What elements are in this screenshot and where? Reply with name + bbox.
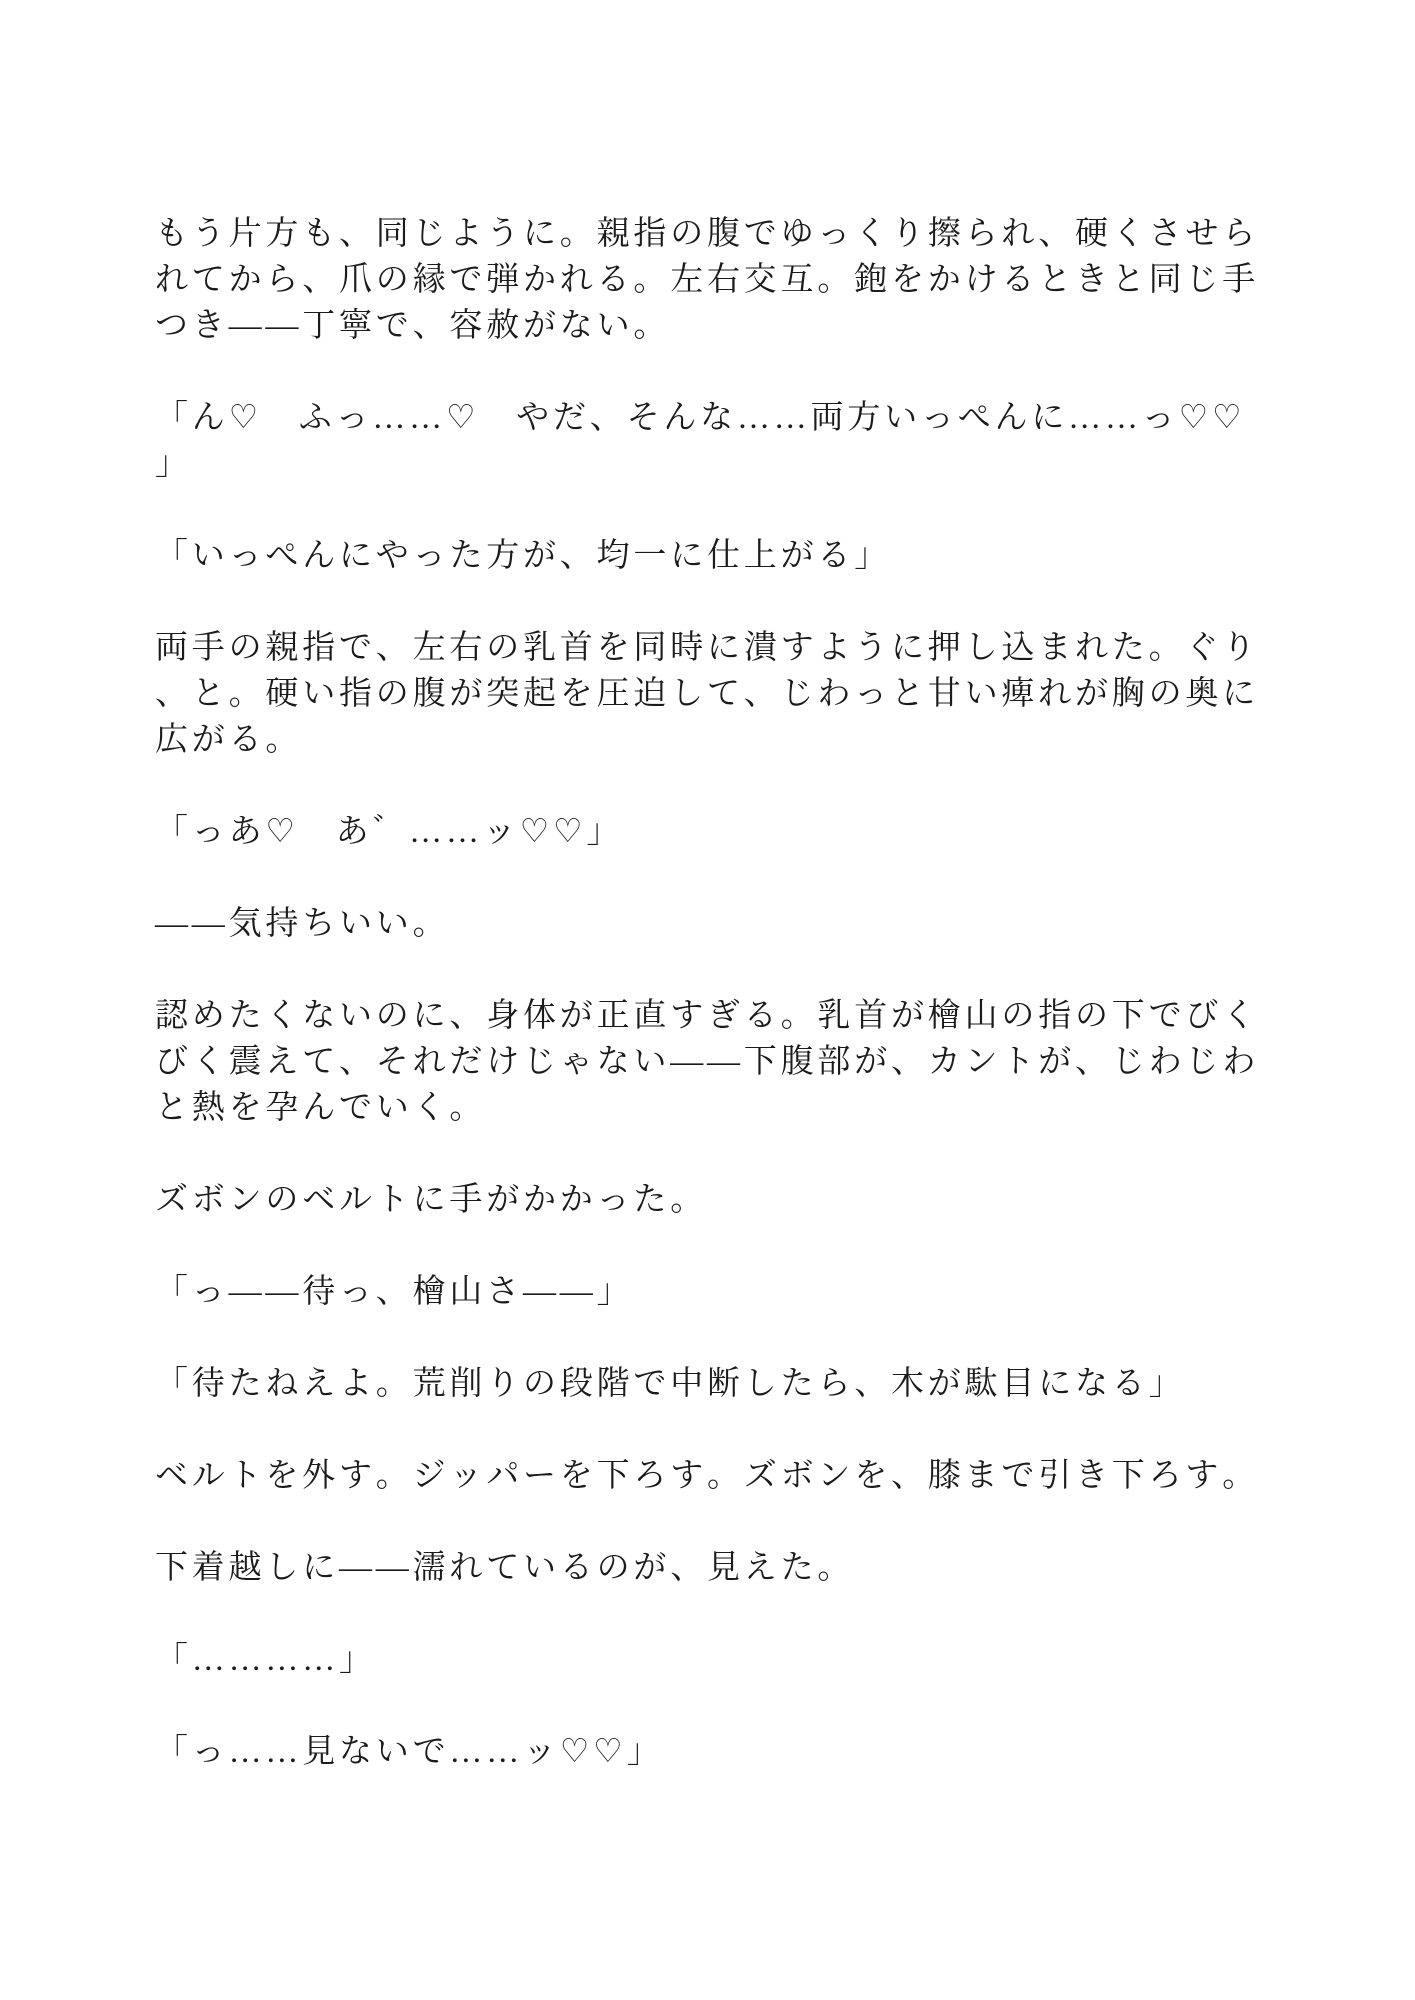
text-line: 「っ……見ないで……ッ♡♡」 (155, 1734, 664, 1770)
text-line: 広がる。 (155, 722, 303, 758)
paragraph-narration (155, 901, 1270, 947)
paragraph-dialogue (155, 1637, 1270, 1683)
paragraph-narration (155, 1453, 1270, 1499)
text-line: つき――丁寧で、容赦がない。 (155, 308, 671, 344)
text-line: 「っ――待っ、檜山さ――」 (155, 1274, 634, 1310)
paragraph-dialogue (155, 1269, 1270, 1315)
text-line: 「っあ♡ あ゛……ッ♡♡」 (155, 814, 624, 850)
text-line: ベルトを外す。ジッパーを下ろす。ズボンを、膝まで引き下ろす。 (155, 1458, 1259, 1494)
text-line: 下着越しに――濡れているのが、見えた。 (155, 1550, 855, 1586)
text-line: もう片方も、同じように。親指の腹でゆっくり擦られ、硬くさせら (155, 216, 1259, 252)
text-body (155, 211, 1270, 1821)
paragraph-dialogue (155, 1361, 1270, 1407)
paragraph-narration (155, 211, 1270, 349)
paragraph-dialogue (155, 1729, 1270, 1775)
paragraph-dialogue (155, 395, 1270, 487)
paragraph-narration (155, 625, 1270, 763)
text-line: 「いっぺんにやった方が、均一に仕上がる」 (155, 538, 891, 574)
text-line: 認めたくないのに、身体が正直すぎる。乳首が檜山の指の下でびく (155, 998, 1259, 1034)
text-line: 「…………」 (155, 1642, 376, 1678)
text-line: 「ん♡ ふっ……♡ やだ、そんな……両方いっぺんに……っ♡♡ (155, 400, 1246, 436)
text-line: ――気持ちいい。 (155, 906, 450, 942)
paragraph-narration (155, 1177, 1270, 1223)
paragraph-dialogue (155, 533, 1270, 579)
text-line: 、と。硬い指の腹が突起を圧迫して、じわっと甘い痺れが胸の奥に (155, 676, 1259, 712)
text-line: 両手の親指で、左右の乳首を同時に潰すように押し込まれた。ぐり (155, 630, 1259, 666)
text-line: れてから、爪の縁で弾かれる。左右交互。鉋をかけるときと同じ手 (155, 262, 1259, 298)
text-line: と熱を孕んでいく。 (155, 1090, 487, 1126)
paragraph-narration (155, 1545, 1270, 1591)
paragraph-dialogue (155, 809, 1270, 855)
paragraph-narration (155, 993, 1270, 1131)
text-line: 」 (155, 446, 192, 482)
text-line: ズボンのベルトに手がかかった。 (155, 1182, 707, 1218)
text-line: びく震えて、それだけじゃない――下腹部が、カントが、じわじわ (155, 1044, 1259, 1080)
text-line: 「待たねえよ。荒削りの段階で中断したら、木が駄目になる」 (155, 1366, 1186, 1402)
